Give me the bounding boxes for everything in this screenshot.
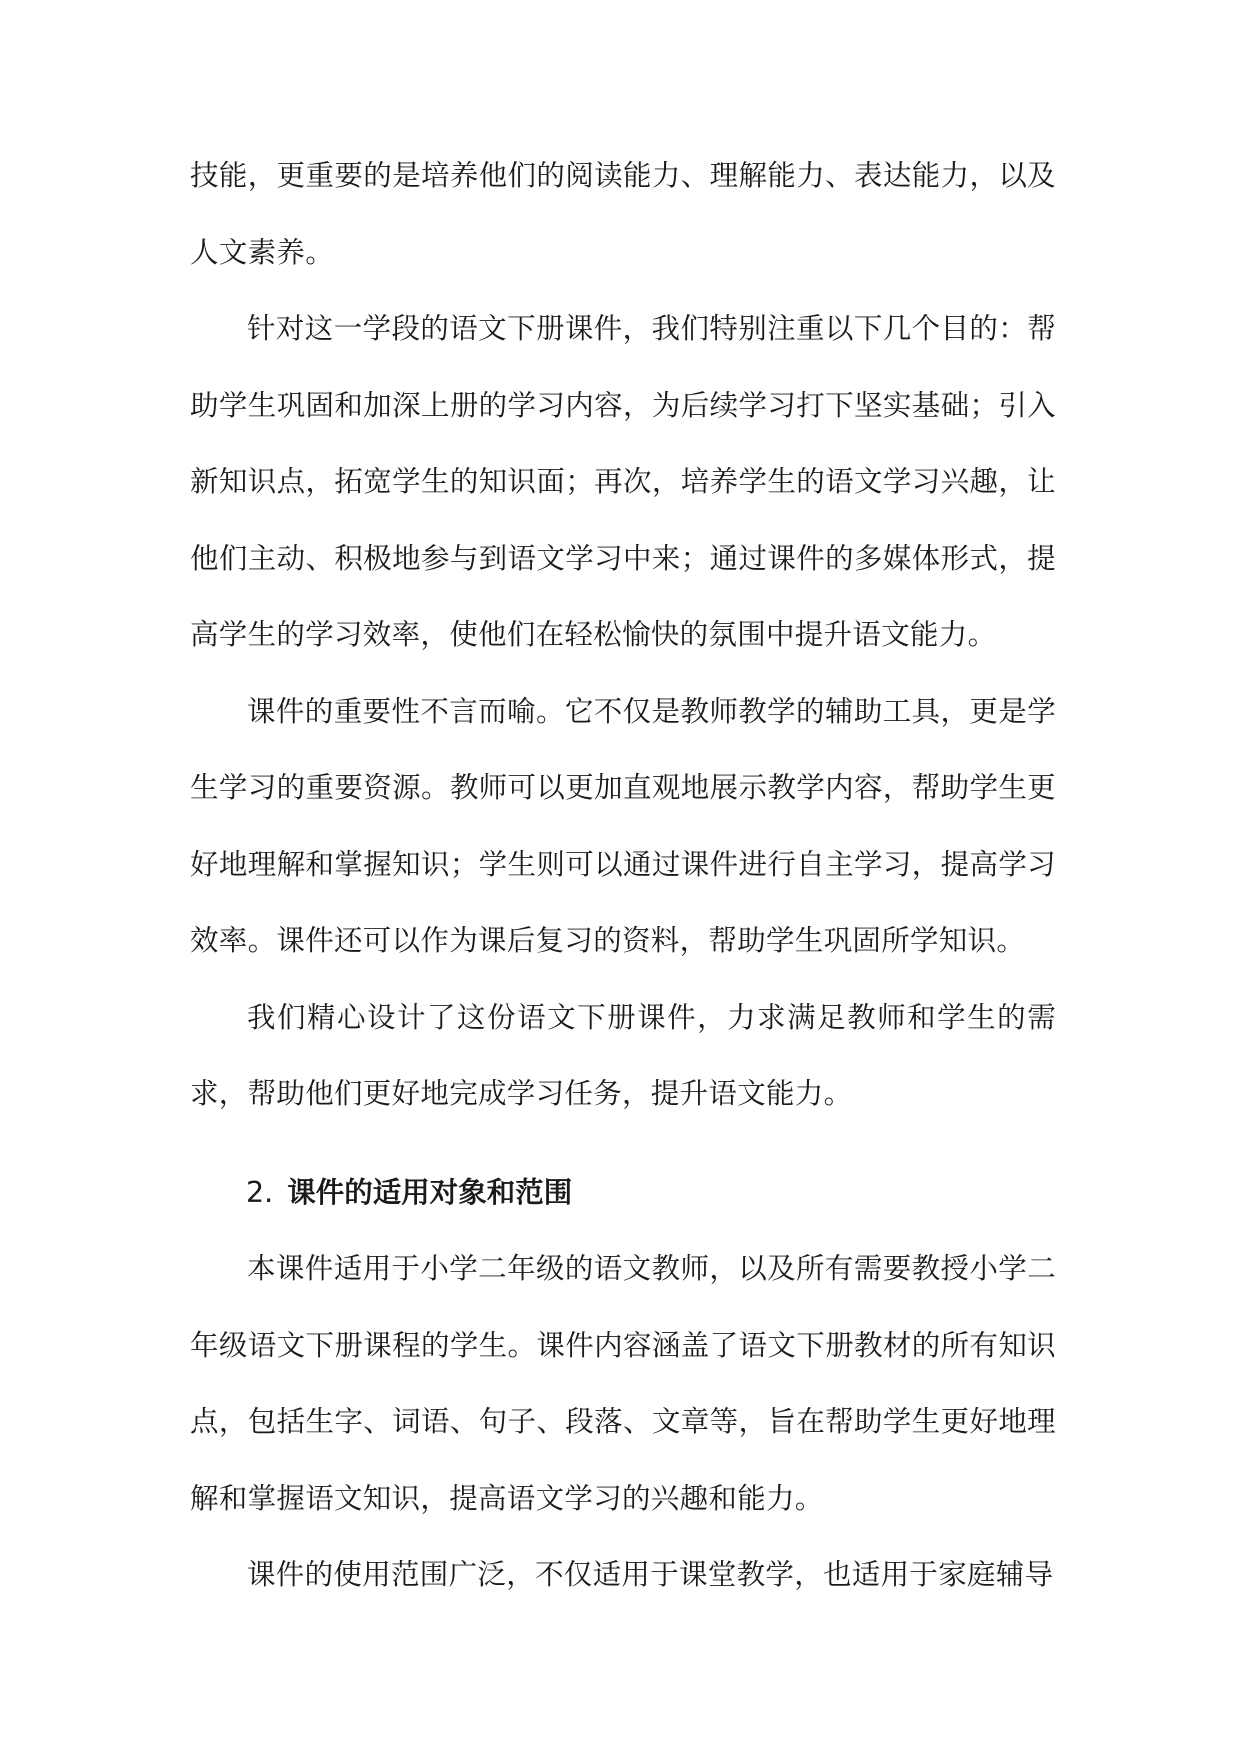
section-number: 2. <box>246 1175 274 1209</box>
paragraph-courseware-importance: 课件的重要性不言而喻。它不仅是教师教学的辅助工具，更是学生学习的重要资源。教师可以更加直观地展示教学内容，帮助学生更好地理解和掌握知识；学生则可以通过课件进行自主学习，提高学习效率。课件还可以作为课后复习的资料，帮助学生巩固所学知识。 <box>190 694 1056 957</box>
section-heading <box>190 1155 1056 1232</box>
document-body <box>190 138 1056 1614</box>
paragraph-courseware-goals: 针对这一学段的语文下册课件，我们特别注重以下几个目的：帮助学生巩固和加深上册的学习内容，为后续学习打下坚实基础；引入新知识点，拓宽学生的知识面；再次，培养学生的语文学习兴趣，让他们主动、积极地参与到语文学习中来；通过课件的多媒体形式，提高学生的学习效率，使他们在轻松愉快的氛围中提升语文能力。 <box>190 312 1056 651</box>
paragraph-skills-continuation: 技能，更重要的是培养他们的阅读能力、理解能力、表达能力，以及人文素养。 <box>190 159 1056 269</box>
paragraph-usage-scope: 课件的使用范围广泛，不仅适用于课堂教学，也适用于家庭辅导 <box>247 1558 1054 1591</box>
section-title: 课件的适用对象和范围 <box>287 1175 573 1209</box>
paragraph-courseware-design: 我们精心设计了这份语文下册课件，力求满足教师和学生的需求，帮助他们更好地完成学习任务，提升语文能力。 <box>190 1000 1056 1110</box>
paragraph-target-audience: 本课件适用于小学二年级的语文教师，以及所有需要教授小学二年级语文下册课程的学生。课件内容涵盖了语文下册教材的所有知识点，包括生字、词语、句子、段落、文章等，旨在帮助学生更好地理解和掌握语文知识，提高语文学习的兴趣和能力。 <box>190 1252 1056 1515</box>
